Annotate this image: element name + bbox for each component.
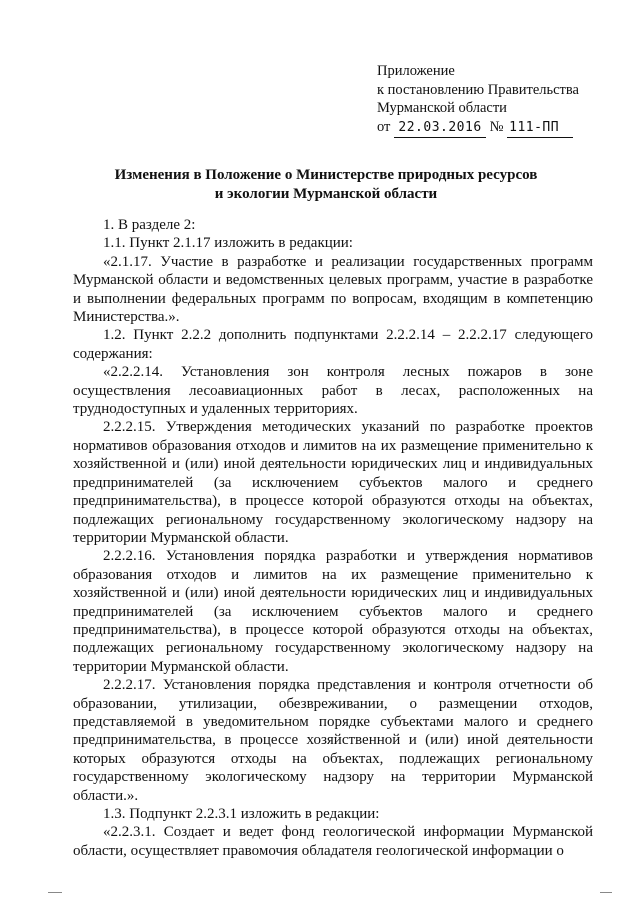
document-title xyxy=(60,166,592,204)
title-line-1: Изменения в Положение о Министерстве природных ресурсов xyxy=(114,167,538,183)
scan-mark-left xyxy=(48,892,62,893)
date-prefix: от xyxy=(377,118,391,135)
paragraph: 1.2. Пункт 2.2.2 дополнить подпунктами 2.2.2.14 – 2.2.2.17 следующего содержания: xyxy=(73,327,593,362)
paragraph: 1.1. Пункт 2.1.17 изложить в редакции: xyxy=(103,235,353,252)
document-body xyxy=(73,216,593,860)
paragraph: «2.2.2.14. Установления зон контроля лесных пожаров в зоне осуществления лесоавиационных работ в лесах, расположенных на труднодоступных и удаленных территориях. xyxy=(73,364,593,418)
paragraph: «2.2.3.1. Создает и ведет фонд геологической информации Мурманской области, осуществляет правомочия обладателя геологической информации о xyxy=(73,824,593,859)
scan-mark-right xyxy=(600,892,612,893)
paragraph: 2.2.2.17. Установления порядка представления и контроля отчетности об образовании, утилизации, обезвреживании, о размещении отходов, представляемой в уведомительном порядке субъектами малого и среднего предпринимательства, в процессе хозяйственной и (или) иной деятельности которых образуются отходы на объектах, подлежащих региональному государственному экологическому надзору на территории Мурманской области.». xyxy=(73,677,593,804)
number-value: 111-ПП xyxy=(507,119,573,139)
date-value: 22.03.2016 xyxy=(394,119,486,139)
paragraph: «2.1.17. Участие в разработке и реализации государственных программ Мурманской области и ведомственных целевых программ, участие в разработке и выполнении федеральных программ по вопросам, входящим в компетенцию Министерства.». xyxy=(73,253,593,326)
paragraph: 1.3. Подпункт 2.2.3.1 изложить в редакции: xyxy=(103,806,380,822)
paragraph: 1. В разделе 2: xyxy=(103,217,196,233)
appendix-block xyxy=(377,62,617,138)
title-line-2: и экологии Мурманской области xyxy=(214,186,438,202)
appendix-line-3: Мурманской области xyxy=(377,100,507,116)
number-prefix: № xyxy=(489,118,504,135)
paragraph: 2.2.2.15. Утверждения методических указаний по разработке проектов нормативов образования отходов и лимитов на их размещение применительно к хозяйственной и (или) иной деятельности юридических лиц и индивидуальных предпринимателей (за исключением субъектов малого и среднего предпринимательства), в процессе которой образуются отходы на объектах, подлежащих региональному государственному экологическому надзору на территории Мурманской области. xyxy=(73,419,593,546)
paragraph: 2.2.2.16. Установления порядка разработки и утверждения нормативов образования отходов и лимитов на их размещение применительно к хозяйственной и (или) иной деятельности юридических лиц и индивидуальных предпринимателей (за исключением субъектов малого и среднего предпринимательства), в процессе которой образуются отходы на объектах, подлежащих региональному государственному экологическому надзору на территории Мурманской области. xyxy=(73,548,593,675)
appendix-line-1: Приложение xyxy=(377,63,455,79)
appendix-date-row xyxy=(377,118,617,139)
appendix-line-2: к постановлению Правительства xyxy=(377,81,579,98)
